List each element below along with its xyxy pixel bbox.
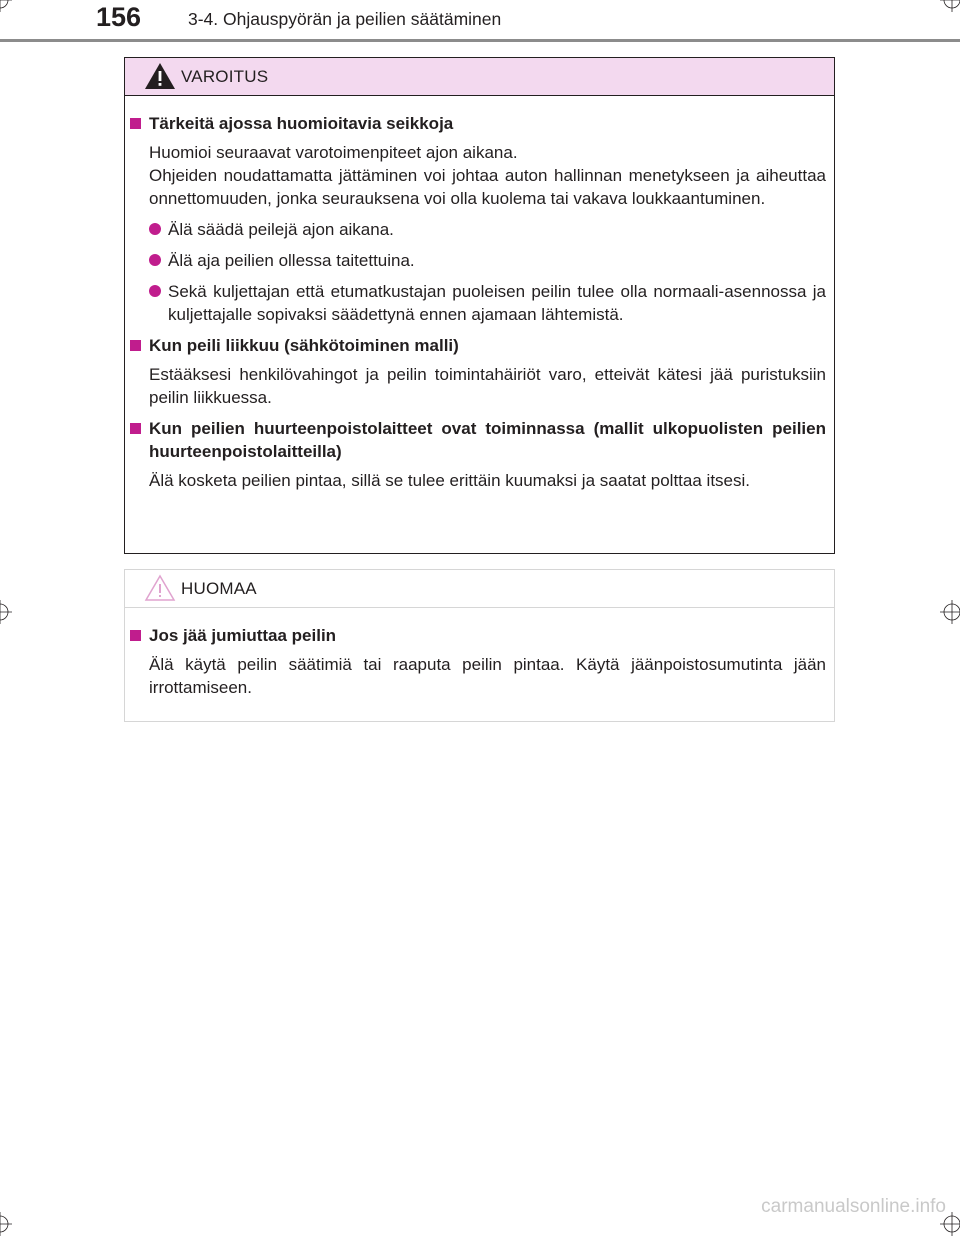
registration-mark-icon <box>0 600 12 624</box>
square-bullet-icon <box>130 630 141 641</box>
registration-mark-icon <box>940 0 960 12</box>
warning-box <box>124 57 835 554</box>
warning-body <box>125 96 834 492</box>
paragraph: Ohjeiden noudattamatta jättäminen voi johtaa auton hallinnan menetykseen ja aiheuttaa onnettomuuden, jonka seurauksena voi olla kuolema tai vakava loukkaantuminen. <box>149 166 826 208</box>
notice-triangle-outline-icon <box>143 573 177 603</box>
square-bullet-icon <box>130 340 141 351</box>
list-item: Älä säädä peilejä ajon aikana. <box>130 218 826 241</box>
square-bullet-icon <box>130 118 141 129</box>
notice-header <box>125 570 834 608</box>
registration-mark-icon <box>0 1212 12 1236</box>
section-heading: Kun peilien huurteenpoistolaitteet ovat toiminnassa (mallit ulkopuolisten peilien huurteenpoistolaitteilla) <box>130 417 826 463</box>
paragraph: Huomioi seuraavat varotoimenpiteet ajon aikana. <box>149 143 518 162</box>
registration-mark-icon <box>940 600 960 624</box>
warning-triangle-icon <box>143 61 177 91</box>
notice-label: HUOMAA <box>181 579 257 598</box>
round-bullet-icon <box>149 254 161 266</box>
square-bullet-icon <box>130 423 141 434</box>
warning-label: VAROITUS <box>181 67 269 86</box>
registration-mark-icon <box>0 0 12 12</box>
paragraph: Älä kosketa peilien pintaa, sillä se tulee erittäin kuumaksi ja saatat polttaa itsesi. <box>149 471 750 490</box>
list-item: Sekä kuljettajan että etumatkustajan puoleisen peilin tulee olla normaali-asennossa ja kuljettajalle sopivaksi säädettynä ennen ajamaan lähtemistä. <box>130 280 826 326</box>
section-heading: Jos jää jumiuttaa peilin <box>130 624 826 647</box>
round-bullet-icon <box>149 223 161 235</box>
section-heading: Kun peili liikkuu (sähkötoiminen malli) <box>130 334 826 357</box>
paragraph: Älä käytä peilin säätimiä tai raaputa peilin pintaa. Käytä jäänpoistosumutinta jään irrottamiseen. <box>149 655 826 697</box>
section-title: 3-4. Ohjauspyörän ja peilien säätäminen <box>188 9 502 29</box>
header-rule <box>0 39 960 42</box>
section-heading: Tärkeitä ajossa huomioitavia seikkoja <box>130 112 826 135</box>
round-bullet-icon <box>149 285 161 297</box>
watermark: carmanualsonline.info <box>761 1196 946 1217</box>
paragraph: Estääksesi henkilövahingot ja peilin toimintahäiriöt varo, etteivät kätesi jää puristuksiin peilin liikkuessa. <box>149 365 826 407</box>
notice-box <box>124 569 835 722</box>
page-number: 156 <box>96 2 142 32</box>
notice-body <box>125 608 834 699</box>
warning-header <box>125 58 834 96</box>
list-item: Älä aja peilien ollessa taitettuina. <box>130 249 826 272</box>
